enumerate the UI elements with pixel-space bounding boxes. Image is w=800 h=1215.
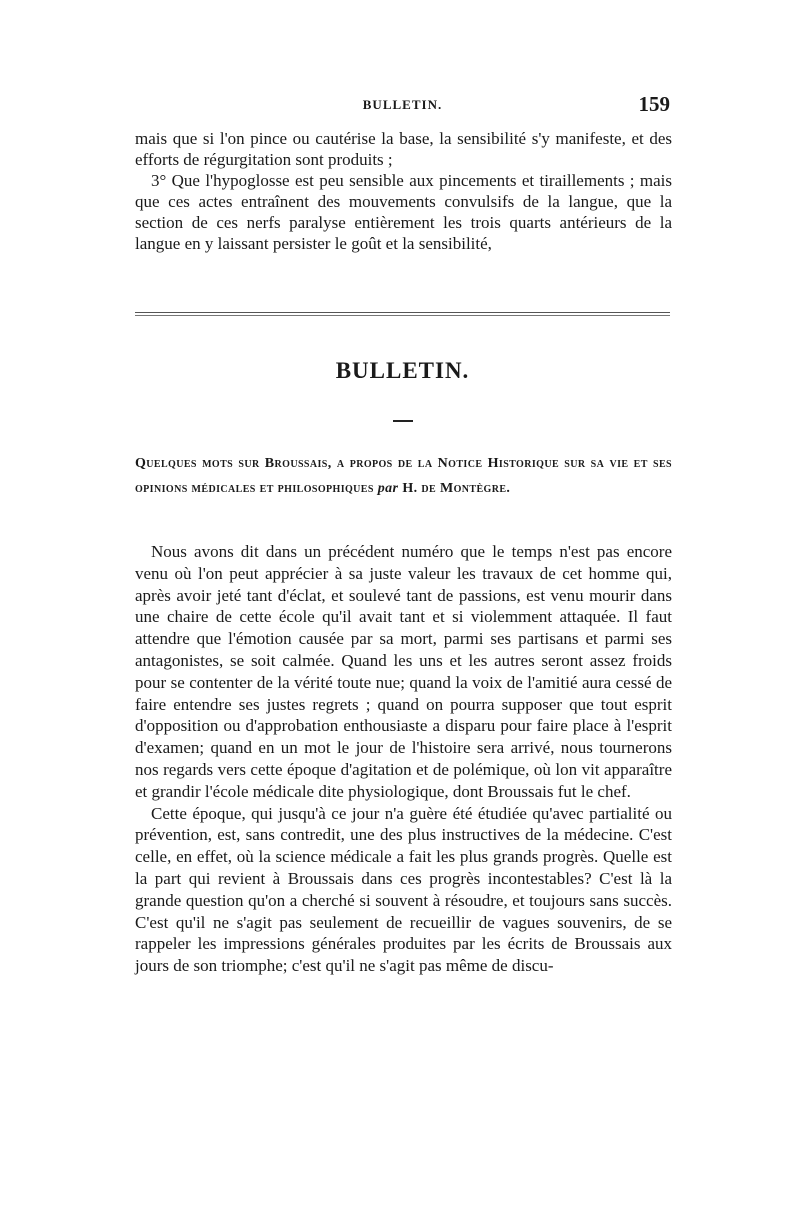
- section-divider-second-line: [135, 315, 670, 316]
- article-heading-main: Quelques mots sur Broussais, a propos de la Notice Historique sur sa vie et ses opinions médicales et philosophiques: [135, 456, 672, 496]
- paragraph: Nous avons dit dans un précédent numéro que le temps n'est pas encore venu où l'on peut apprécier à sa juste valeur les travaux de cet homme qui, après avoir jeté tant d'éclat, et soulevé tant de passions, est venu mourir dans une chaire de cette école qu'il avait tant et si violemment attaquée. Il faut attendre que l'émotion causée par sa mort, parmi ses partisans et parmi ses antagonistes, se soit calmée. Quand les uns et les autres seront assez froids pour se contenter de la vérité toute nue; quand la voix de l'amitié aura cessé de faire entendre ses justes regrets ; quand on pourra supposer que tout esprit d'opposition ou d'approbation enthousiaste a disparu pour faire place à l'esprit d'examen; quand en un mot le jour de l'histoire sera arrivé, nous tournerons nos regards vers cette époque d'agitation et de polémique, où lon vit apparaître et grandir l'école médicale dite physiologique, dont Broussais fut le chef.: [135, 542, 672, 801]
- title-dash: [393, 420, 413, 422]
- running-title: BULLETIN.: [362, 97, 443, 112]
- paragraph: Cette époque, qui jusqu'à ce jour n'a guère été étudiée qu'avec partialité ou prévention, est, sans contredit, une des plus instructives de la médecine. C'est celle, en effet, où la science médicale a fait les plus grands progrès. Quelle est la part qui revient à Broussais dans ces progrès incontestables? C'est là la grande question qu'on a cherché si souvent à résoudre, et toujours sans succès. C'est qu'il ne s'agit pas seulement de recueillir de vagues souvenirs, de se rappeler les impressions générales produites par les écrits de Broussais aux jours de son triomphe; c'est qu'il ne s'agit pas même de discu-: [135, 803, 672, 976]
- paragraph: mais que si l'on pince ou cautérise la base, la sensibilité s'y manifeste, et des efforts de régurgitation sont produits ;: [135, 129, 672, 169]
- section-title: BULLETIN.: [335, 358, 470, 383]
- running-head: [135, 92, 670, 116]
- section-divider: [135, 312, 670, 313]
- previous-section-text: [135, 128, 672, 254]
- article-heading-par: par: [377, 481, 399, 496]
- page-number: 159: [638, 92, 670, 116]
- article-body: [135, 541, 672, 977]
- article-heading: [135, 451, 672, 501]
- paragraph: 3° Que l'hypoglosse est peu sensible aux pincements et tiraillements ; mais que ces actes entraînent des mouvements convulsifs de la langue, que la section de ces nerfs paralyse entièrement les trois quarts antérieurs de la langue en y laissant persister le goût et la sensibilité,: [135, 171, 672, 253]
- article-heading-author: H. de Montègre.: [402, 481, 511, 496]
